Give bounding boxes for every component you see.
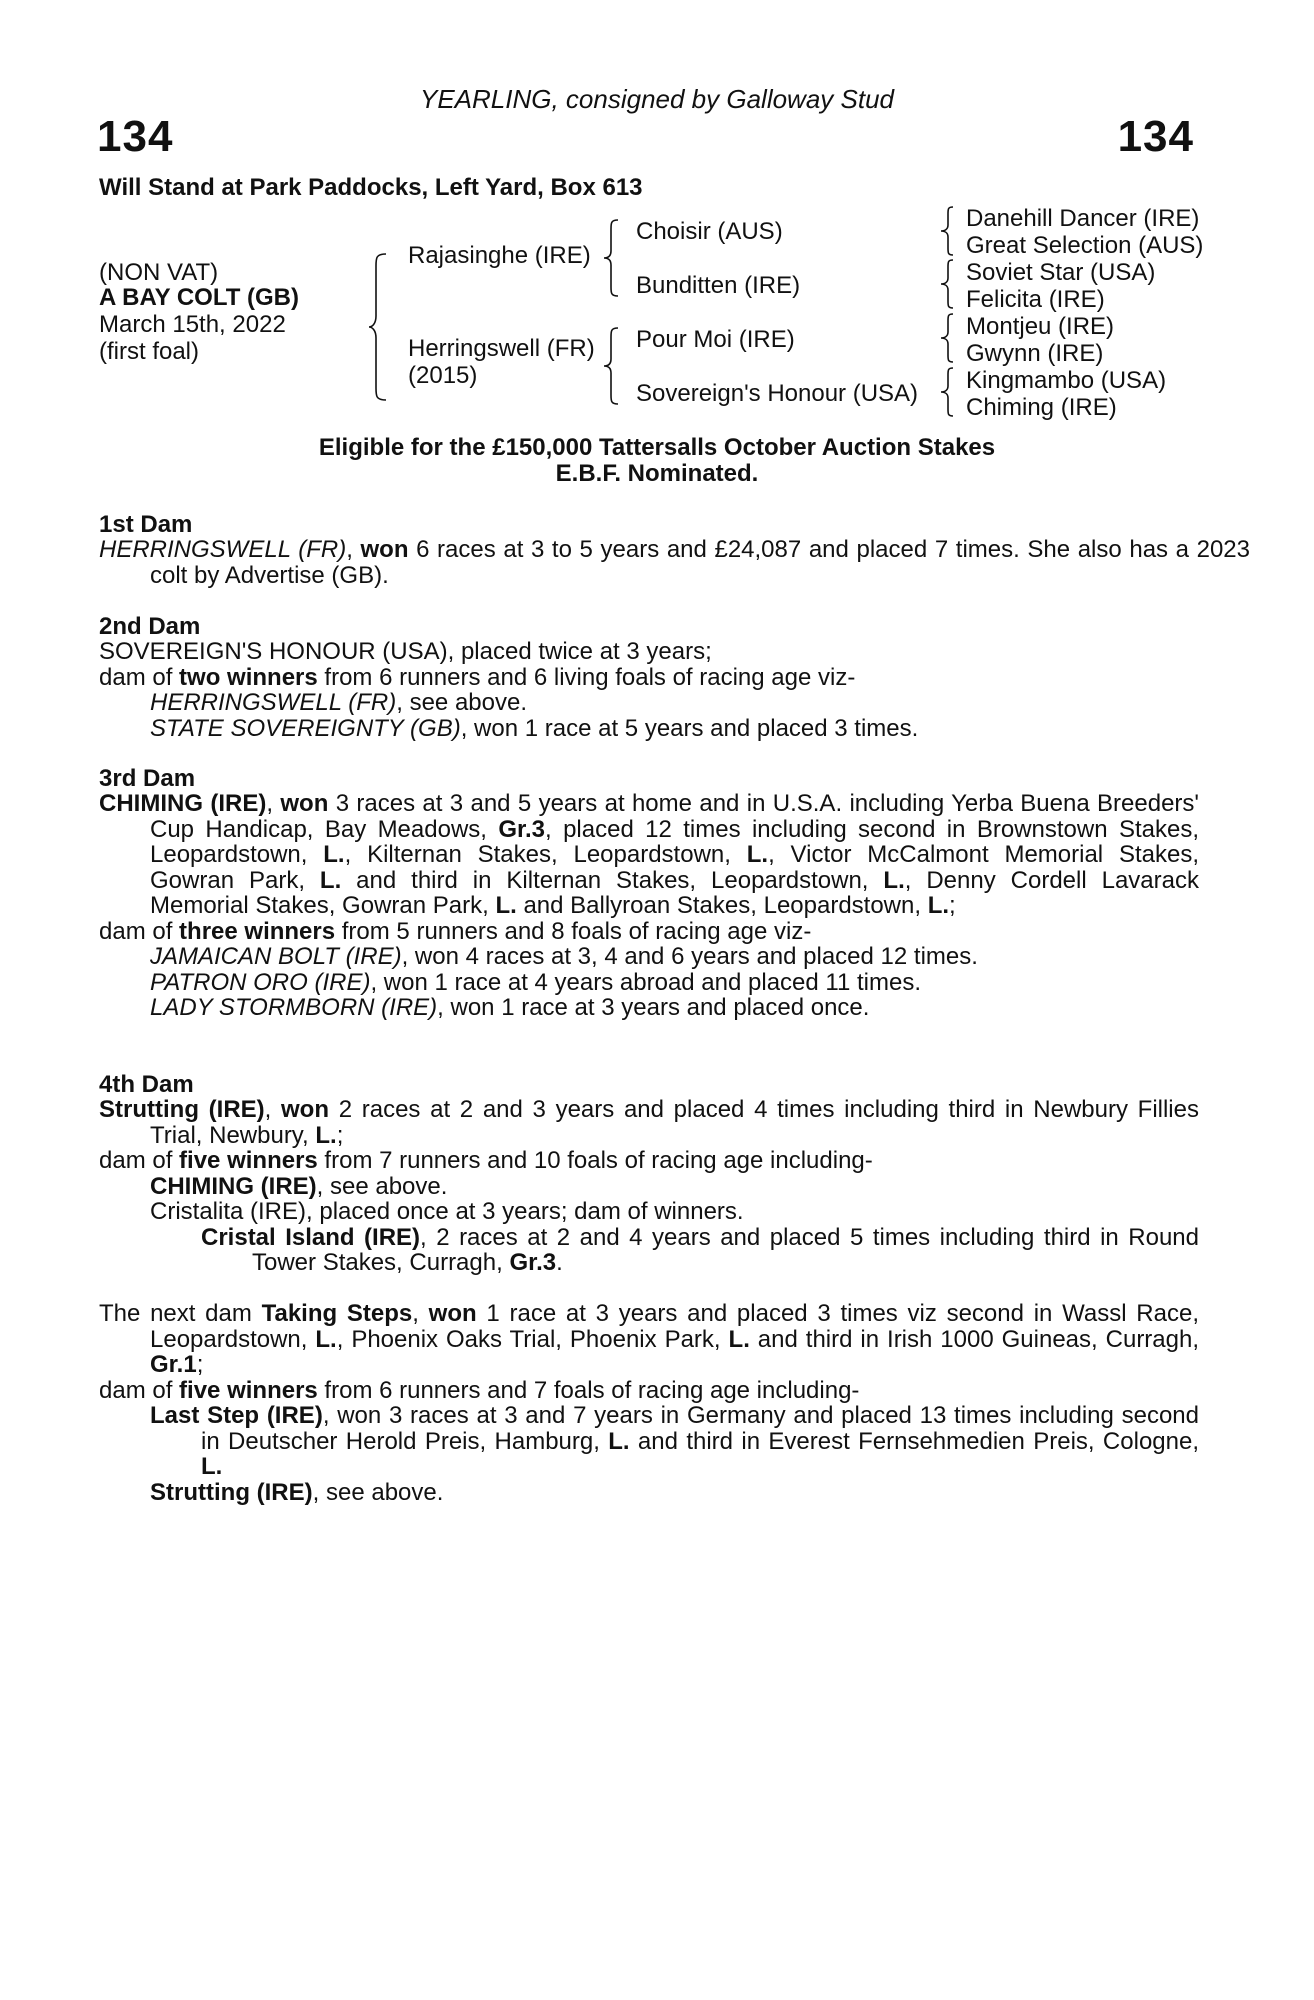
gg-sss: Danehill Dancer (IRE) — [966, 205, 1200, 232]
progeny-name: STATE SOVEREIGNTY (GB) — [150, 714, 461, 742]
lot-number-right: 134 — [1117, 112, 1194, 161]
progeny-text: , see above. — [316, 1172, 448, 1200]
next-dam-name: Taking Steps — [261, 1300, 413, 1327]
dam3-produce-summary — [99, 919, 1199, 945]
eligibility-line-1: Eligible for the £150,000 Tattersalls October Auction Stakes — [318, 434, 996, 461]
progeny-name: Last Step (IRE) — [150, 1402, 323, 1429]
dam4-grandprogeny-1 — [99, 1225, 1199, 1276]
listed-label: L. — [927, 892, 950, 919]
progeny-text: , won 1 race at 4 years abroad and placed 11 times. — [370, 968, 921, 996]
dam4-race-record: Strutting (IRE), won 2 races at 2 and 3 years and placed 4 times including third in Newbury Fillies Trial, Newbury, L.; — [99, 1096, 1199, 1149]
next-dam-produce-summary — [99, 1378, 1199, 1404]
dam2-produce-summary — [99, 665, 1199, 691]
listed-label: L. — [319, 866, 342, 894]
dam4-produce-summary — [99, 1148, 1199, 1174]
dam-of-label: dam of — [99, 917, 180, 945]
dam-of-label: dam of — [99, 663, 180, 691]
dam-of-label: dam of — [99, 1147, 180, 1174]
race-text: and third in Kilternan Stakes, Leopardstown, — [341, 866, 884, 894]
progeny-text: , see above. — [396, 689, 528, 716]
gg-sds: Soviet Star (USA) — [966, 259, 1156, 286]
progeny-text: and third in Everest Fernsehmedien Preis, Cologne, — [629, 1427, 1199, 1455]
grade-label: Gr.3 — [509, 1249, 557, 1276]
dam-year: (2015) — [408, 362, 478, 389]
progeny-name: Cristal Island (IRE) — [201, 1223, 421, 1251]
listed-label: L. — [201, 1453, 223, 1480]
progeny-name: HERRINGSWELL (FR) — [150, 689, 397, 716]
race-text: , placed 12 times including second in Brownstown Stakes, Leopardstown, — [150, 815, 1199, 868]
dam2-progeny-1 — [99, 690, 1199, 716]
brace-g1 — [940, 205, 958, 257]
dam4-progeny-1 — [99, 1174, 1199, 1200]
brace-sire — [604, 218, 622, 298]
listed-label: L. — [323, 841, 345, 868]
listed-label: L. — [883, 866, 905, 894]
won-label: won — [360, 536, 409, 563]
grade-label: Gr.3 — [498, 815, 546, 843]
brace-g3 — [940, 312, 958, 364]
race-text: , Victor McCalmont Memorial Stakes, Gowran Park, — [150, 841, 1199, 894]
dam2-progeny-2 — [99, 716, 1199, 742]
winners-count: five winners — [179, 1147, 318, 1174]
dam1-name: HERRINGSWELL (FR) — [99, 536, 347, 563]
won-label: won — [281, 1096, 330, 1123]
progeny-text: , won 4 races at 3, 4 and 6 years and placed 12 times. — [401, 943, 978, 970]
brace-main — [370, 252, 390, 402]
dam4-name: Strutting (IRE) — [99, 1096, 265, 1123]
gg-sdd: Felicita (IRE) — [966, 286, 1105, 313]
progeny-name: JAMAICAN BOLT (IRE) — [150, 943, 402, 970]
listed-label: L. — [728, 1325, 750, 1353]
winners-count: two winners — [179, 663, 318, 691]
race-text: and Ballyroan Stakes, Leopardstown, — [516, 892, 928, 919]
separator: , — [412, 1300, 429, 1327]
horse-dob: March 15th, 2022 — [99, 311, 286, 338]
progeny-name: PATRON ORO (IRE) — [150, 968, 371, 996]
progeny-name: CHIMING (IRE) — [150, 1172, 317, 1200]
next-dam-progeny-1 — [99, 1403, 1199, 1480]
dam3-name: CHIMING (IRE) — [99, 790, 267, 817]
heading-2nd-dam: 2nd Dam — [99, 613, 201, 640]
gg-dds: Kingmambo (USA) — [966, 367, 1167, 394]
listed-label: L. — [608, 1427, 630, 1455]
progeny-text: . — [556, 1249, 563, 1276]
dam-of-rest: from 7 runners and 10 foals of racing age including- — [317, 1147, 873, 1174]
dam-of-label: dam of — [99, 1376, 180, 1404]
listed-label: L. — [495, 892, 517, 919]
race-text: ; — [949, 892, 956, 919]
dam-of-rest: from 6 runners and 7 foals of racing age including- — [317, 1376, 860, 1404]
sire-sire: Choisir (AUS) — [636, 218, 783, 245]
grade-label: Gr.1 — [150, 1351, 197, 1378]
listed-label: L. — [746, 841, 769, 868]
race-text: 3 races at 3 and 5 years at home and in U.S.A. including Yerba Buena Breeders' Cup Handicap, Bay Meadows, — [150, 790, 1199, 843]
dam-dam: Sovereign's Honour (USA) — [636, 380, 919, 407]
progeny-text: , 2 races at 2 and 4 years and placed 5 times including third in Round Tower Stakes, Curragh, — [252, 1223, 1199, 1276]
dam3-progeny-1 — [99, 944, 1199, 970]
dam2-line: SOVEREIGN'S HONOUR (USA), placed twice at 3 years; — [99, 638, 712, 665]
dam4-progeny-2: Cristalita (IRE), placed once at 3 years; dam of winners. — [150, 1198, 744, 1225]
next-dam-intro: The next dam — [99, 1300, 262, 1327]
horse-note: (first foal) — [99, 338, 200, 365]
race-text: and third in Irish 1000 Guineas, Curragh, — [749, 1325, 1200, 1353]
dam2-record — [99, 639, 1199, 741]
eligibility-line-2: E.B.F. Nominated. — [555, 460, 759, 487]
progeny-text: , won 3 races at 3 and 7 years in Germany and placed 13 times including second in Deutscher Herold Preis, Hamburg, — [201, 1402, 1199, 1455]
next-dam-race-record — [99, 1301, 1199, 1378]
brace-g4 — [940, 366, 958, 418]
next-dam-record — [99, 1301, 1199, 1505]
won-label: won — [428, 1300, 477, 1327]
listed-label: L. — [315, 1325, 337, 1353]
brace-g2 — [940, 258, 958, 310]
winners-count: three winners — [179, 917, 336, 945]
heading-4th-dam: 4th Dam — [99, 1071, 194, 1098]
dam-of-rest: from 5 runners and 8 foals of racing age viz- — [335, 917, 812, 945]
listed-label: L. — [315, 1121, 337, 1149]
progeny-text: , won 1 race at 3 years and placed once. — [437, 994, 870, 1021]
race-text: ; — [196, 1351, 204, 1378]
progeny-text: , won 1 race at 5 years and placed 3 times. — [460, 714, 919, 742]
brace-dam — [604, 326, 622, 406]
race-text: 1 race at 3 years and placed 3 times viz second in Wassl Race, Leopardstown, — [150, 1300, 1199, 1353]
next-dam-progeny-2 — [99, 1480, 1199, 1506]
dam3-record — [99, 791, 1199, 1021]
dam-of-rest: from 6 runners and 6 living foals of racing age viz- — [317, 663, 856, 691]
heading-3rd-dam: 3rd Dam — [99, 765, 196, 792]
dam3-progeny-3 — [99, 995, 1199, 1021]
progeny-text: , see above. — [312, 1478, 444, 1506]
gg-ssd: Great Selection (AUS) — [966, 232, 1204, 259]
race-text: ; — [336, 1121, 344, 1149]
race-text: , Phoenix Oaks Trial, Phoenix Park, — [336, 1325, 729, 1353]
race-text: 2 races at 2 and 3 years and placed 4 times including third in Newbury Fillies Trial, Newbury, — [150, 1096, 1199, 1149]
gg-ddd: Chiming (IRE) — [966, 394, 1117, 421]
dam-name: Herringswell (FR) — [408, 335, 595, 362]
consignor-line: YEARLING, consigned by Galloway Stud — [419, 84, 895, 114]
dam4-record — [99, 1097, 1199, 1276]
sire-dam: Bunditten (IRE) — [636, 272, 801, 299]
race-text: , Kilternan Stakes, Leopardstown, — [344, 841, 747, 868]
progeny-name: LADY STORMBORN (IRE) — [150, 994, 438, 1021]
progeny-name: Strutting (IRE) — [150, 1478, 313, 1506]
gg-dss: Montjeu (IRE) — [966, 313, 1115, 340]
lot-number-left: 134 — [97, 112, 174, 161]
sire-name: Rajasinghe (IRE) — [408, 242, 591, 269]
winners-count: five winners — [179, 1376, 318, 1404]
race-text: , Denny Cordell Lavarack Memorial Stakes, Gowran Park, — [150, 866, 1199, 919]
vat-status: (NON VAT) — [99, 259, 219, 286]
stand-location: Will Stand at Park Paddocks, Left Yard, Box 613 — [99, 174, 643, 201]
dam3-race-record: CHIMING (IRE), won 3 races at 3 and 5 years at home and in U.S.A. including Yerba Buena Breeders' Cup Handicap, Bay Meadows, Gr.3, placed 12 times including second in Brownstown Stakes, Leopardstown, L., Kilternan Stakes, Leopardstown, L., Victor McCalmont Memorial Stakes, Gowran Park, L. and third in Kilternan Stakes, Leopardstown, L., Denny Cordell Lavarack Memorial Stakes, Gowran Park, L. and Ballyroan Stakes, Leopardstown, L.; — [99, 790, 1199, 919]
dam-sire: Pour Moi (IRE) — [636, 326, 795, 353]
horse-name: A BAY COLT (GB) — [99, 284, 300, 311]
dam1-text: 6 races at 3 to 5 years and £24,087 and placed 7 times. She also has a 2023 colt by Advertise (GB). — [150, 536, 1250, 589]
dam1-record: HERRINGSWELL (FR), won 6 races at 3 to 5 years and £24,087 and placed 7 times. She also has a 2023 colt by Advertise (GB). — [99, 536, 1250, 589]
gg-dsd: Gwynn (IRE) — [966, 340, 1104, 367]
won-label: won — [280, 790, 329, 817]
heading-1st-dam: 1st Dam — [99, 511, 193, 538]
dam3-progeny-2 — [99, 970, 1199, 996]
